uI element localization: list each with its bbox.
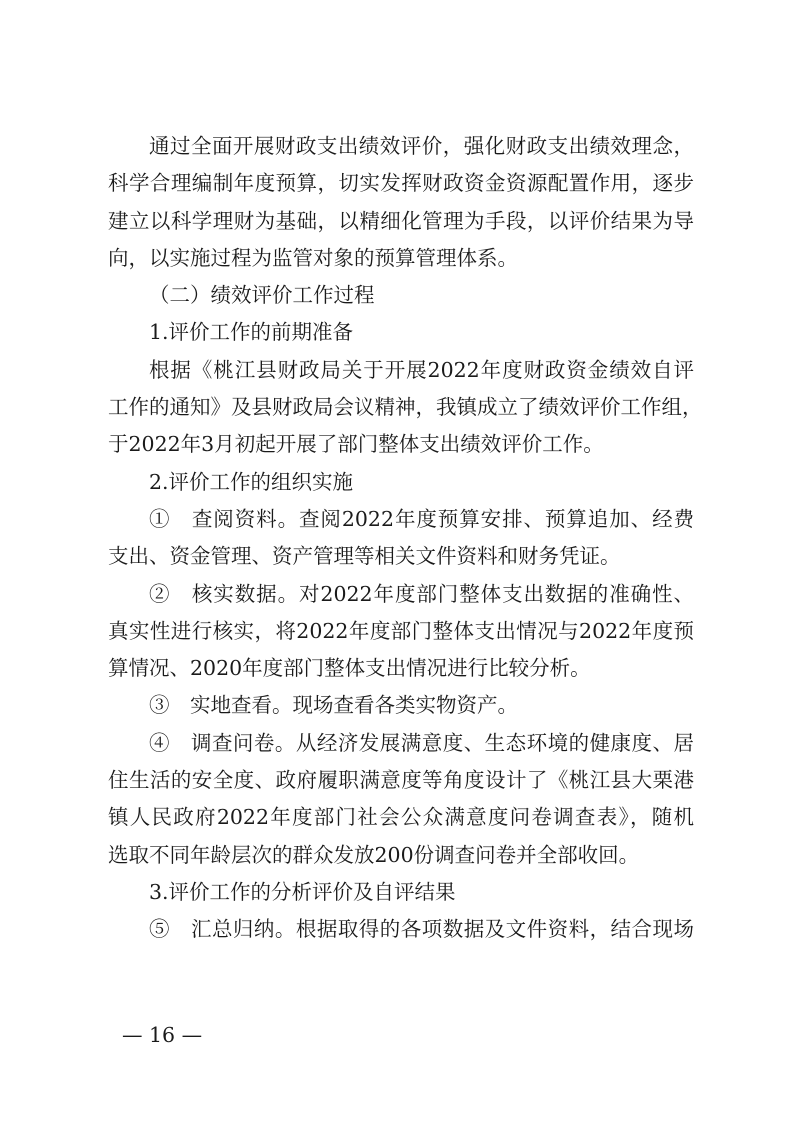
list-item-2-line-2: 真实性进行核实，将2022年度部门整体支出情况与2022年度预 [108, 618, 694, 643]
paragraph-line-5: 根据《桃江县财政局关于开展2022年度财政资金绩效自评 [149, 357, 694, 382]
page-number: — 16 — [122, 1023, 203, 1047]
subsection-heading-1: 1.评价工作的前期准备 [149, 320, 354, 345]
list-item-4-line-2: 住生活的安全度、政府履职满意度等角度设计了《桃江县大栗港 [108, 768, 694, 793]
list-item-4-line-3: 镇人民政府2022年度部门社会公众满意度问卷调查表》，随机 [108, 805, 694, 830]
paragraph-line-1: 通过全面开展财政支出绩效评价，强化财政支出绩效理念， [149, 134, 694, 158]
list-item-4-line-4: 选取不同年龄层次的群众发放200份调查问卷并全部收回。 [108, 842, 640, 867]
paragraph-line-3: 建立以科学理财为基础，以精细化管理为手段，以评价结果为导 [108, 208, 694, 233]
list-item-2-line-1: ② 核实数据。对2022年度部门整体支出数据的准确性、 [149, 581, 694, 606]
paragraph-line-7: 于2022年3月初起开展了部门整体支出绩效评价工作。 [108, 432, 604, 457]
list-item-3-line-1: ③ 实地查看。现场查看各类实物资产。 [149, 693, 518, 718]
list-item-4-line-1: ④ 调查问卷。从经济发展满意度、生态环境的健康度、居 [149, 730, 694, 755]
list-item-1-line-1: ① 查阅资料。查阅2022年度预算安排、预算追加、经费 [149, 506, 694, 531]
paragraph-line-6: 工作的通知》及县财政局会议精神，我镇成立了绩效评价工作组， [108, 395, 703, 420]
section-heading: （二）绩效评价工作过程 [149, 283, 375, 308]
list-item-2-line-3: 算情况、2020年度部门整体支出情况进行比较分析。 [108, 656, 591, 681]
list-item-1-line-2: 支出、资金管理、资产管理等相关文件资料和财务凭证。 [108, 544, 621, 569]
subsection-heading-3: 3.评价工作的分析评价及自评结果 [149, 879, 456, 904]
paragraph-line-2: 科学合理编制年度预算，切实发挥财政资金资源配置作用，逐步 [108, 171, 694, 196]
body-text [108, 128, 703, 949]
list-item-5-line-1: ⑤ 汇总归纳。根据取得的各项数据及文件资料，结合现场 [149, 917, 694, 942]
paragraph-line-4: 向，以实施过程为监管对象的预算管理体系。 [108, 245, 518, 270]
subsection-heading-2: 2.评价工作的组织实施 [149, 469, 354, 494]
